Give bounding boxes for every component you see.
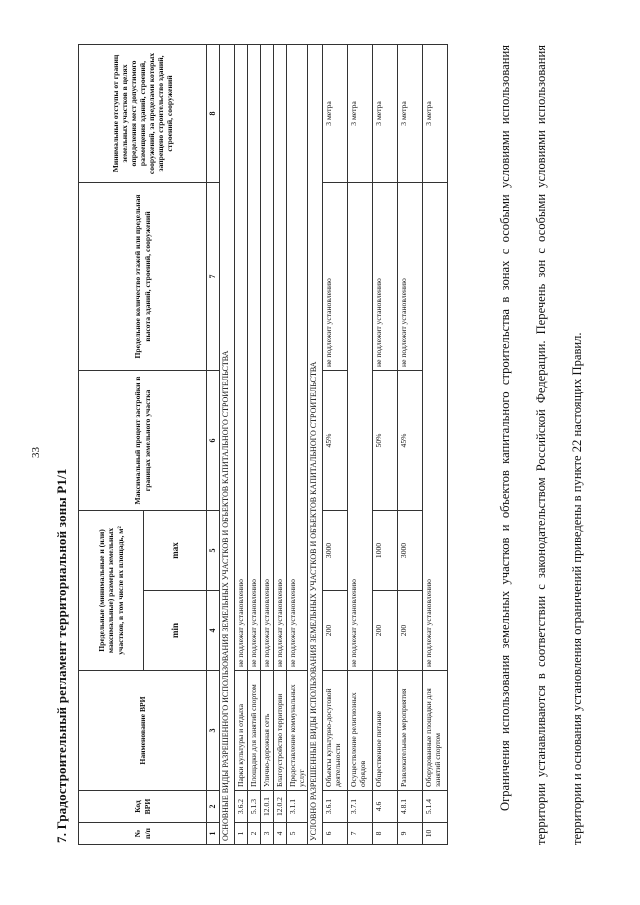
cell-code: 4.8.1 bbox=[398, 791, 423, 823]
cell-code: 5.1.3 bbox=[248, 791, 261, 823]
cell-code: 3.7.1 bbox=[348, 791, 373, 823]
cell-no: 4 bbox=[274, 823, 287, 845]
table-row bbox=[348, 44, 373, 844]
cell-code: 3.6.2 bbox=[235, 791, 248, 823]
header-max: max bbox=[144, 510, 207, 590]
cell-coverage: 45% bbox=[323, 370, 348, 510]
column-number: 3 bbox=[207, 671, 220, 791]
cell-min: 200 bbox=[323, 591, 348, 671]
cell-coverage: 50% bbox=[373, 370, 398, 510]
cell-coverage: 45% bbox=[398, 370, 423, 510]
table-row bbox=[423, 44, 448, 844]
column-number: 6 bbox=[207, 370, 220, 510]
cell-code: 5.1.4 bbox=[423, 791, 448, 823]
header-code: Код ВРИ bbox=[79, 791, 207, 823]
cell-setback: 3 метра bbox=[398, 44, 423, 182]
cell-code: 12.0.1 bbox=[261, 791, 274, 823]
table-row bbox=[261, 44, 274, 844]
cell-no: 6 bbox=[323, 823, 348, 845]
cell-value: не подлежат установлению bbox=[248, 44, 261, 670]
section-row-conditional bbox=[308, 44, 323, 844]
column-number: 8 bbox=[207, 44, 220, 182]
column-number: 1 bbox=[207, 823, 220, 845]
table-row bbox=[235, 44, 248, 844]
regulation-table bbox=[78, 44, 448, 845]
table-row bbox=[323, 44, 348, 844]
page-number: 33 bbox=[30, 447, 42, 458]
cell-no: 5 bbox=[287, 823, 308, 845]
cell-max: 1000 bbox=[373, 510, 398, 590]
header-min: min bbox=[144, 591, 207, 671]
section-title-conditional: УСЛОВНО РАЗРЕШЕННЫЕ ВИДЫ ИСПОЛЬЗОВАНИЯ ЗЕМЕЛЬНЫХ УЧАСТКОВ И ОБЪЕКТОВ КАПИТАЛЬНОГО СТРОИТЕЛЬСТВА bbox=[308, 44, 323, 844]
cell-no: 8 bbox=[373, 823, 398, 845]
cell-no: 2 bbox=[248, 823, 261, 845]
cell-value: не подлежат установлению bbox=[287, 44, 308, 670]
page-title: 7. Градостроительный регламент территориальной зоны Р1/1 bbox=[54, 468, 69, 843]
column-number: 5 bbox=[207, 510, 220, 590]
cell-name: Предоставление коммунальных услуг bbox=[287, 671, 308, 791]
cell-value: не подлежат установлению bbox=[274, 44, 287, 670]
cell-setback: 3 метра bbox=[323, 44, 348, 182]
header-plot-size: Предельные (минимальные и (или) максимальные) размеры земельных участков, в том числе их площадь, м² bbox=[79, 510, 144, 670]
cell-no: 9 bbox=[398, 823, 423, 845]
restrictions-paragraph: Ограничения использования земельных участков и объектов капитального строительства в зонах с особыми условиями использования территории устанавливаются в соответствии с законодательством Российской Федерации. Перечень зон с особыми условиями использования территории и основания установления ограничений приведены в пункте 22 настоящих Правил. bbox=[497, 45, 584, 845]
table-row bbox=[373, 44, 398, 844]
cell-name: Благоустройство территории bbox=[274, 671, 287, 791]
cell-name: Улично-дорожная сеть bbox=[261, 671, 274, 791]
header-min-setback: Минимальные отступы от границ земельных участков в целях определения мест допустимого размещения зданий, строений, сооружений, за пределами которых запрещено строительство зданий, строений, сооружений bbox=[79, 44, 207, 182]
cell-name: Осуществление религиозных обрядов bbox=[348, 671, 373, 791]
table-row bbox=[274, 44, 287, 844]
cell-code: 4.6 bbox=[373, 791, 398, 823]
header-max-coverage: Максимальный процент застройки в границах земельного участка bbox=[79, 370, 207, 510]
cell-code: 3.1.1 bbox=[287, 791, 308, 823]
cell-name: Объекты культурно-досуговой деятельности bbox=[323, 671, 348, 791]
cell-value: не подлежат установлению bbox=[261, 44, 274, 670]
table-row bbox=[398, 44, 423, 844]
column-number-row bbox=[207, 44, 220, 844]
cell-name: Оборудованные площадки для занятий спортом bbox=[423, 671, 448, 791]
cell-name: Парки культуры и отдыха bbox=[235, 671, 248, 791]
table-row bbox=[287, 44, 308, 844]
cell-setback: 3 метра bbox=[348, 44, 373, 182]
cell-no: 1 bbox=[235, 823, 248, 845]
cell-name: Площадки для занятий спортом bbox=[248, 671, 261, 791]
cell-min: 200 bbox=[373, 591, 398, 671]
cell-floors: не подлежит установлению bbox=[398, 182, 423, 370]
cell-name: Общественное питание bbox=[373, 671, 398, 791]
cell-no: 7 bbox=[348, 823, 373, 845]
header-max-floors: Предельное количество этажей или предельная высота зданий, строений, сооружений bbox=[79, 182, 207, 370]
table-header-row bbox=[79, 44, 144, 844]
cell-floors: не подлежит установлению bbox=[373, 182, 398, 370]
table-row bbox=[248, 44, 261, 844]
cell-max: 3000 bbox=[398, 510, 423, 590]
cell-setback: 3 метра bbox=[373, 44, 398, 182]
column-number: 4 bbox=[207, 591, 220, 671]
cell-setback: 3 метра bbox=[423, 44, 448, 182]
cell-min: 200 bbox=[398, 591, 423, 671]
header-no: № п/п bbox=[79, 823, 207, 845]
cell-value: не подлежат установлению bbox=[423, 182, 448, 670]
cell-value: не подлежат установлению bbox=[235, 44, 248, 670]
cell-max: 3000 bbox=[323, 510, 348, 590]
column-number: 2 bbox=[207, 791, 220, 823]
cell-name: Развлекательные мероприятия bbox=[398, 671, 423, 791]
section-row-main bbox=[220, 44, 235, 844]
cell-code: 12.0.2 bbox=[274, 791, 287, 823]
cell-code: 3.6.1 bbox=[323, 791, 348, 823]
section-title-main: ОСНОВНЫЕ ВИДЫ РАЗРЕШЕННОГО ИСПОЛЬЗОВАНИЯ ЗЕМЕЛЬНЫХ УЧАСТКОВ И ОБЪЕКТОВ КАПИТАЛЬНОГО СТРОИТЕЛЬСТВА bbox=[220, 44, 235, 844]
header-name: Наименование ВРИ bbox=[79, 671, 207, 791]
cell-no: 3 bbox=[261, 823, 274, 845]
cell-floors: не подлежит установлению bbox=[323, 182, 348, 370]
column-number: 7 bbox=[207, 182, 220, 370]
cell-value: не подлежат установлению bbox=[348, 182, 373, 670]
cell-no: 10 bbox=[423, 823, 448, 845]
